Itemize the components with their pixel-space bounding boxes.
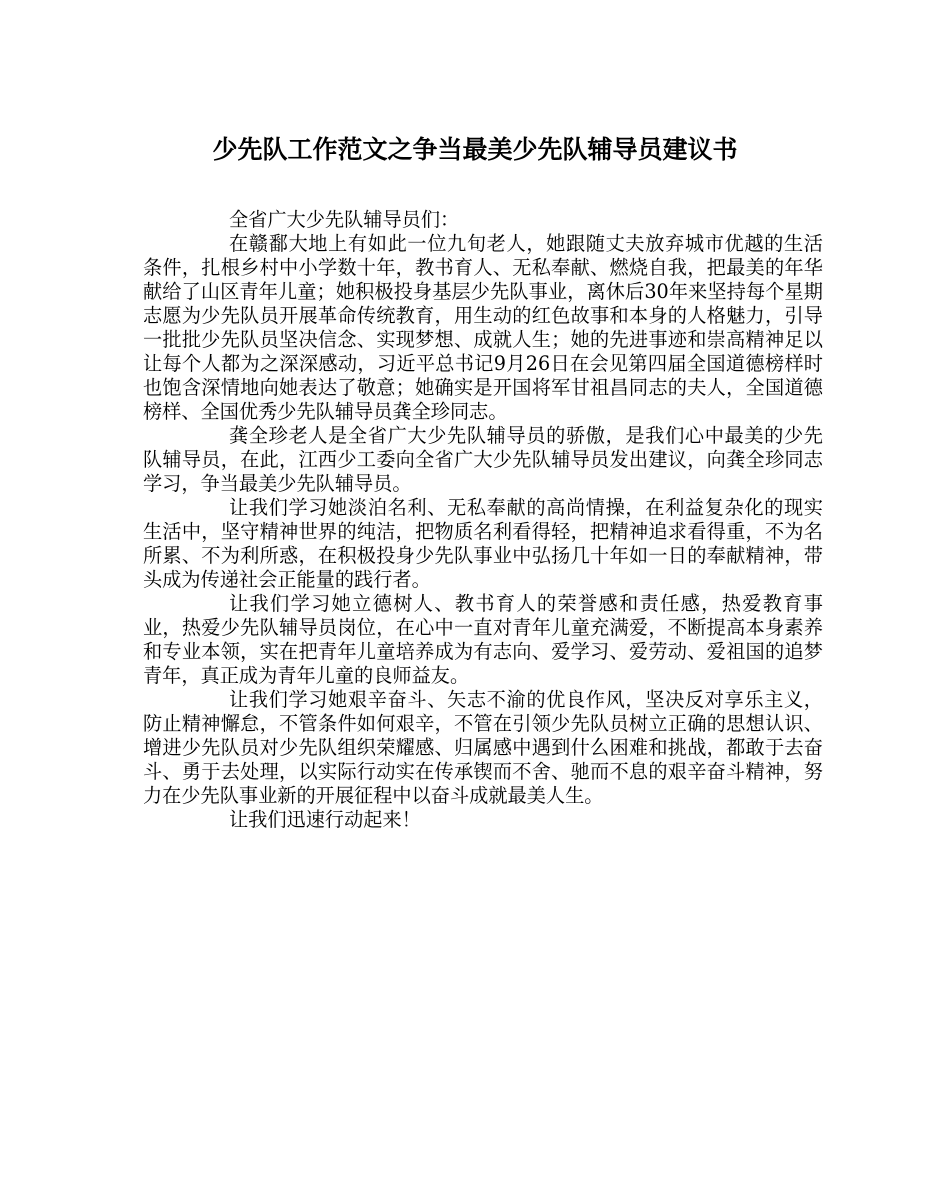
body-paragraph: 龚全珍老人是全省广大少先队辅导员的骄傲，是我们心中最美的少先队辅导员，在此，江西少工委向全省广大少先队辅导员发出建议，向龚全珍同志学习，争当最美少先队辅导员。 <box>143 424 823 495</box>
closing-line: 让我们迅速行动起来！ <box>229 808 421 831</box>
body-paragraph: 在赣鄱大地上有如此一位九旬老人，她跟随丈夫放弃城市优越的生活条件，扎根乡村中小学数十年，教书育人、无私奉献、燃烧自我，把最美的年华献给了山区青年儿童；她积极投身基层少先队事业，离休后30年来坚持每个星期志愿为少先队员开展革命传统教育，用生动的红色故事和本身的人格魅力，引导一批批少先队员坚决信念、实现梦想、成就人生；她的先进事迹和崇高精神足以让每个人都为之深深感动，习近平总书记9月26日在会见第四届全国道德榜样时也饱含深情地向她表达了敬意；她确实是开国将军甘祖昌同志的夫人，全国道德榜样、全国优秀少先队辅导员龚全珍同志。 <box>143 232 823 423</box>
document-body <box>143 208 823 832</box>
body-paragraph: 让我们学习她立德树人、教书育人的荣誉感和责任感，热爱教育事业，热爱少先队辅导员岗位，在心中一直对青年儿童充满爱，不断提高本身素养和专业本领，实在把青年儿童培养成为有志向、爱学习、爱劳动、爱祖国的追梦青年，真正成为青年儿童的良师益友。 <box>143 592 823 687</box>
body-paragraph: 让我们学习她淡泊名利、无私奉献的高尚情操，在利益复杂化的现实生活中，坚守精神世界的纯洁，把物质名利看得轻，把精神追求看得重，不为名所累、不为利所惑，在积极投身少先队事业中弘扬几十年如一日的奉献精神，带头成为传递社会正能量的践行者。 <box>143 496 823 591</box>
body-paragraph: 让我们学习她艰辛奋斗、矢志不渝的优良作风，坚决反对享乐主义，防止精神懈怠，不管条件如何艰辛，不管在引领少先队员树立正确的思想认识、增进少先队员对少先队组织荣耀感、归属感中遇到什么困难和挑战，都敢于去奋斗、勇于去处理，以实际行动实在传承锲而不舍、驰而不息的艰辛奋斗精神，努力在少先队事业新的开展征程中以奋斗成就最美人生。 <box>143 688 823 807</box>
document-title: 少先队工作范文之争当最美少先队辅导员建议书 <box>212 135 738 164</box>
salutation: 全省广大少先队辅导员们： <box>229 208 460 231</box>
